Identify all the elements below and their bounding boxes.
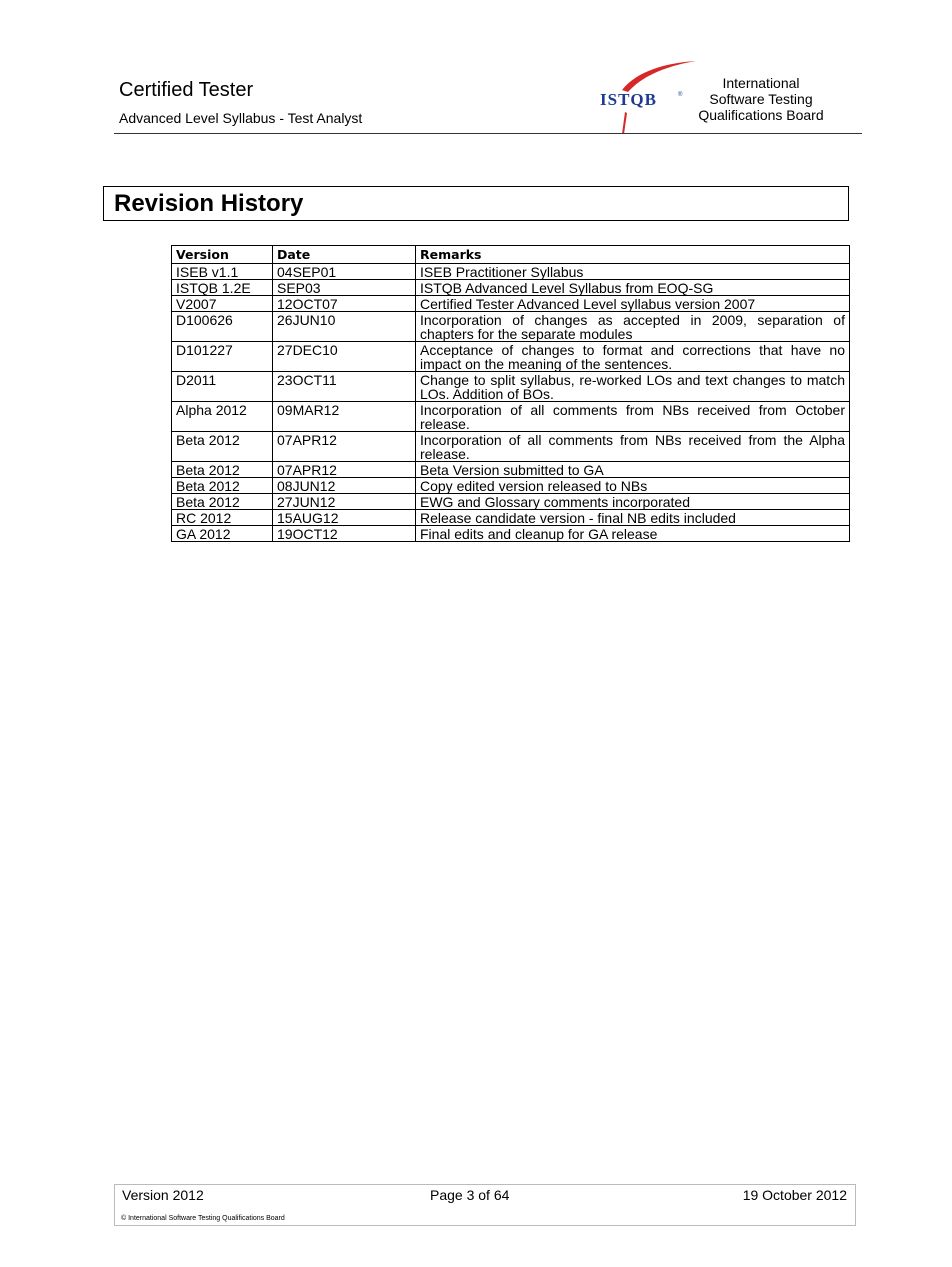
remarks-cell: Beta Version submitted to GA: [416, 462, 850, 478]
date-cell: 27JUN12: [273, 494, 416, 510]
version-cell: GA 2012: [172, 526, 273, 542]
remarks-cell: ISEB Practitioner Syllabus: [416, 264, 850, 280]
section-heading-box: [103, 186, 849, 221]
org-line: International: [722, 75, 800, 91]
date-cell: 15AUG12: [273, 510, 416, 526]
column-header-version: Version: [172, 246, 273, 264]
version-cell: Beta 2012: [172, 462, 273, 478]
date-cell: 04SEP01: [273, 264, 416, 280]
table-row: [172, 478, 850, 494]
table-row: [172, 280, 850, 296]
remarks-cell: EWG and Glossary comments incorporated: [416, 494, 850, 510]
date-cell: SEP03: [273, 280, 416, 296]
table-row: [172, 312, 850, 342]
table-row: [172, 510, 850, 526]
table-row: [172, 342, 850, 372]
remarks-cell: Release candidate version - final NB edits included: [416, 510, 850, 526]
date-cell: 19OCT12: [273, 526, 416, 542]
remarks-cell: Incorporation of all comments from NBs received from October release.: [416, 402, 850, 432]
version-cell: Beta 2012: [172, 478, 273, 494]
table-header-row: [172, 246, 850, 264]
version-cell: D101227: [172, 342, 273, 372]
section-heading: Revision History: [114, 190, 304, 217]
date-cell: 26JUN10: [273, 312, 416, 342]
header-divider: [114, 133, 862, 134]
table-row: [172, 372, 850, 402]
date-cell: 07APR12: [273, 432, 416, 462]
date-cell: 07APR12: [273, 462, 416, 478]
document-title: Certified Tester: [119, 79, 254, 101]
organization-name: [690, 75, 832, 123]
table-row: [172, 432, 850, 462]
footer-date: 19 October 2012: [742, 1187, 847, 1203]
istqb-logo-text: ISTQB: [600, 90, 657, 109]
date-cell: 08JUN12: [273, 478, 416, 494]
remarks-cell: Incorporation of changes as accepted in 2009, separation of chapters for the separate modules: [416, 312, 850, 342]
version-cell: Beta 2012: [172, 494, 273, 510]
remarks-cell: Acceptance of changes to format and corrections that have no impact on the meaning of the sentences.: [416, 342, 850, 372]
footer-version: Version 2012: [122, 1187, 204, 1203]
version-cell: ISEB v1.1: [172, 264, 273, 280]
remarks-cell: Copy edited version released to NBs: [416, 478, 850, 494]
date-cell: 27DEC10: [273, 342, 416, 372]
column-header-date: Date: [273, 246, 416, 264]
table-row: [172, 462, 850, 478]
remarks-cell: Certified Tester Advanced Level syllabus version 2007: [416, 296, 850, 312]
remarks-cell: Final edits and cleanup for GA release: [416, 526, 850, 542]
date-cell: 09MAR12: [273, 402, 416, 432]
table-row: [172, 264, 850, 280]
version-cell: ISTQB 1.2E: [172, 280, 273, 296]
version-cell: Beta 2012: [172, 432, 273, 462]
remarks-cell: Incorporation of all comments from NBs received from the Alpha release.: [416, 432, 850, 462]
org-line: Qualifications Board: [698, 107, 824, 123]
version-cell: D2011: [172, 372, 273, 402]
footer-page-number: Page 3 of 64: [430, 1187, 510, 1203]
footer-copyright: © International Software Testing Qualifications Board: [121, 1215, 285, 1222]
table-row: [172, 494, 850, 510]
remarks-cell: ISTQB Advanced Level Syllabus from EOQ-SG: [416, 280, 850, 296]
table-row: [172, 296, 850, 312]
table-row: [172, 402, 850, 432]
table-row: [172, 526, 850, 542]
org-line: Software Testing: [709, 91, 813, 107]
logo-trademark: ®: [678, 92, 683, 98]
version-cell: Alpha 2012: [172, 402, 273, 432]
version-cell: V2007: [172, 296, 273, 312]
remarks-cell: Change to split syllabus, re-worked LOs and text changes to match LOs. Addition of BOs.: [416, 372, 850, 402]
document-subtitle: Advanced Level Syllabus - Test Analyst: [119, 110, 363, 126]
version-cell: RC 2012: [172, 510, 273, 526]
date-cell: 23OCT11: [273, 372, 416, 402]
revision-history-table: [171, 245, 850, 542]
date-cell: 12OCT07: [273, 296, 416, 312]
version-cell: D100626: [172, 312, 273, 342]
column-header-remarks: Remarks: [416, 246, 850, 264]
